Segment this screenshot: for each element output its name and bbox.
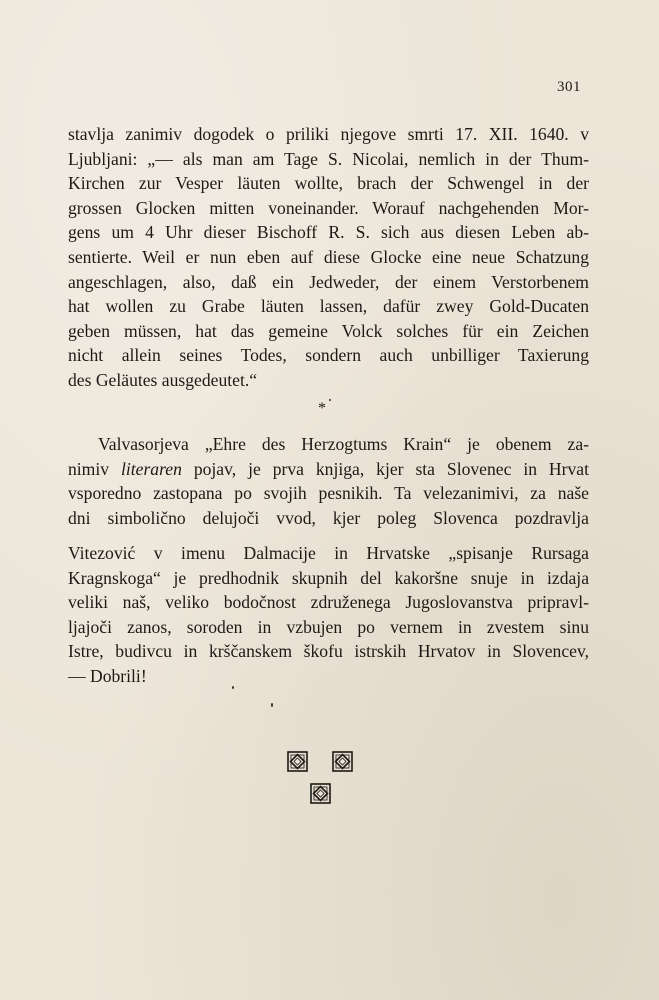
text-line (68, 457, 589, 482)
text-line: gens um 4 Uhr dieser Bischoff R. S. sich aus diesen Leben ab- (68, 222, 589, 243)
paragraph-3 (68, 541, 589, 689)
emphasized-word: literaren (120, 458, 182, 479)
diamond-in-square-ornament-icon (288, 752, 307, 771)
text-line: ljajoči zanos, soroden in vzbujen po vernem in zvestem sinu (68, 616, 589, 637)
text-line: vsporedno zastopana po svojih pesnikih. Ta velezanimivi, za naše (68, 483, 589, 504)
text-line: Vitezović v imenu Dalmacije in Hrvatske „spisanje Rursaga (68, 543, 589, 563)
diamond-in-square-ornament-icon (333, 752, 352, 771)
text-line: angeschlagen, also, daß ein Jedweder, der einem Verstorbenem (68, 271, 589, 292)
paragraph-2 (68, 432, 589, 530)
text-line: sentierte. Weil er nun eben auf diese Glocke eine neue Schatzung (68, 246, 589, 267)
text-line: des Geläutes ausgedeutet.“ (68, 369, 258, 390)
text-line: grossen Glocken mitten voneinander. Worauf nachgehenden Mor- (68, 197, 589, 218)
text-line: veliki naš, veliko bodočnost združenega Jugoslovanstva pripravl- (68, 592, 589, 613)
text-line: Istre, budivcu in krščanskem škofu istrskih Hrvatov in Slovencev, (68, 641, 589, 662)
text-fragment: nimiv (68, 458, 121, 479)
ink-speck (271, 703, 273, 707)
section-separator: * (318, 400, 326, 417)
text-line: Ljubljani: „— als man am Tage S. Nicolai, nemlich in der Thum- (68, 148, 589, 169)
text-fragment: pojav, je prva knjiga, kjer sta Slovenec in Hrvat (181, 458, 589, 479)
page-number: 301 (557, 79, 581, 95)
text-line: hat wollen zu Grabe läuten lassen, dafür zwey Gold-Ducaten (68, 296, 589, 317)
paragraph-1 (68, 122, 589, 393)
text-line: stavlja zanimiv dogodek o priliki njegove smrti 17. XII. 1640. v (68, 124, 589, 144)
ink-speck (232, 686, 234, 689)
ink-speck (329, 399, 331, 401)
text-line: dni simbolično delujoči vvod, kjer poleg Slovenca pozdravlja (68, 507, 589, 528)
text-line: — Dobrili! (68, 665, 147, 686)
text-line: geben müssen, hat das gemeine Volck solches für ein Zeichen (68, 320, 589, 341)
text-line: nicht allein seines Todes, sondern auch unbilliger Taxierung (68, 345, 589, 366)
text-line: Kragnskoga“ je predhodnik skupnih del kakoršne snuje in izdaja (68, 567, 589, 588)
diamond-in-square-ornament-icon (311, 784, 330, 803)
text-line: Valvasorjeva „Ehre des Herzogtums Krain“ je obenem za- (98, 434, 589, 454)
text-line: Kirchen zur Vesper läuten wollte, brach der Schwengel in der (68, 173, 589, 194)
